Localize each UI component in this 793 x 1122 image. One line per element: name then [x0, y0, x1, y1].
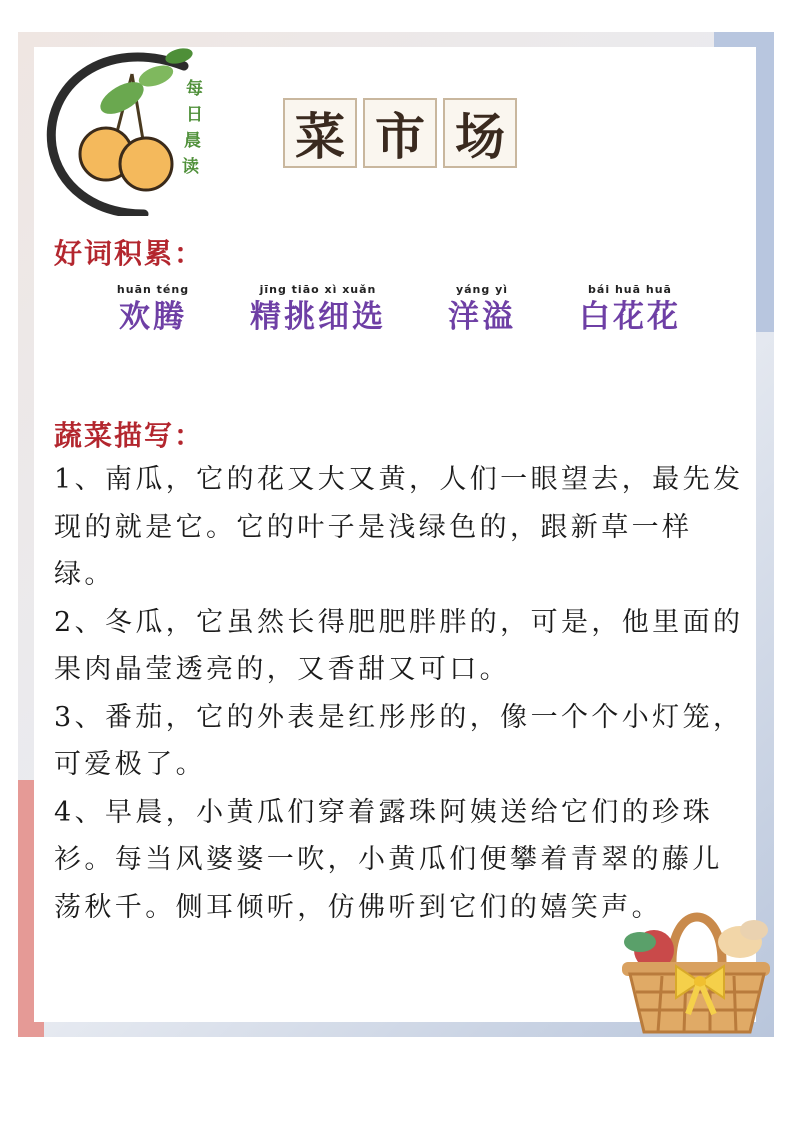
svg-text:读: 读	[182, 157, 199, 177]
word-text: 白花花	[579, 299, 681, 335]
description-paragraph: 3、番茄，它的外表是红彤彤的，像一个个小灯笼，可爱极了。	[54, 701, 744, 780]
good-words-heading: 好词积累：	[54, 237, 205, 270]
title-char: 市	[363, 98, 437, 168]
description-paragraph: 1、南瓜，它的花又大又黄，人们一眼望去，最先发现的就是它。它的叶子是浅绿色的，跟新草一样绿。	[54, 464, 744, 590]
word-item	[238, 282, 398, 336]
description-paragraphs	[54, 456, 744, 931]
logo-text: 每	[186, 79, 203, 99]
title-char: 菜	[283, 98, 357, 168]
word-text: 洋溢	[448, 299, 516, 335]
svg-text:日: 日	[186, 105, 203, 125]
svg-text:晨: 晨	[184, 131, 201, 151]
cherry-logo-icon	[34, 36, 204, 216]
word-text: 精挑细选	[250, 299, 386, 335]
title-char: 场	[443, 98, 517, 168]
description-paragraph: 4、早晨，小黄瓜们穿着露珠阿姨送给它们的珍珠衫。每当风婆婆一吹，小黄瓜们便攀着青翠的藤儿荡秋千。侧耳倾听，仿佛听到它们的嬉笑声。	[54, 796, 723, 923]
word-pinyin: bái huā huā	[588, 283, 672, 296]
vegetable-basket-icon	[614, 902, 774, 1038]
good-words-list	[0, 282, 793, 342]
word-item	[105, 282, 201, 336]
word-pinyin: yáng yì	[455, 283, 509, 296]
word-item	[434, 282, 530, 336]
page-title	[283, 98, 517, 168]
word-pinyin: jīng tiāo xì xuǎn	[259, 283, 377, 296]
word-text: 欢腾	[119, 299, 187, 335]
word-pinyin: huān téng	[116, 283, 190, 296]
description-paragraph: 2、冬瓜，它虽然长得肥肥胖胖的，可是，他里面的果肉晶莹透亮的，又香甜又可口。	[54, 606, 744, 685]
description-heading: 蔬菜描写：	[54, 419, 205, 452]
word-item	[570, 282, 690, 336]
